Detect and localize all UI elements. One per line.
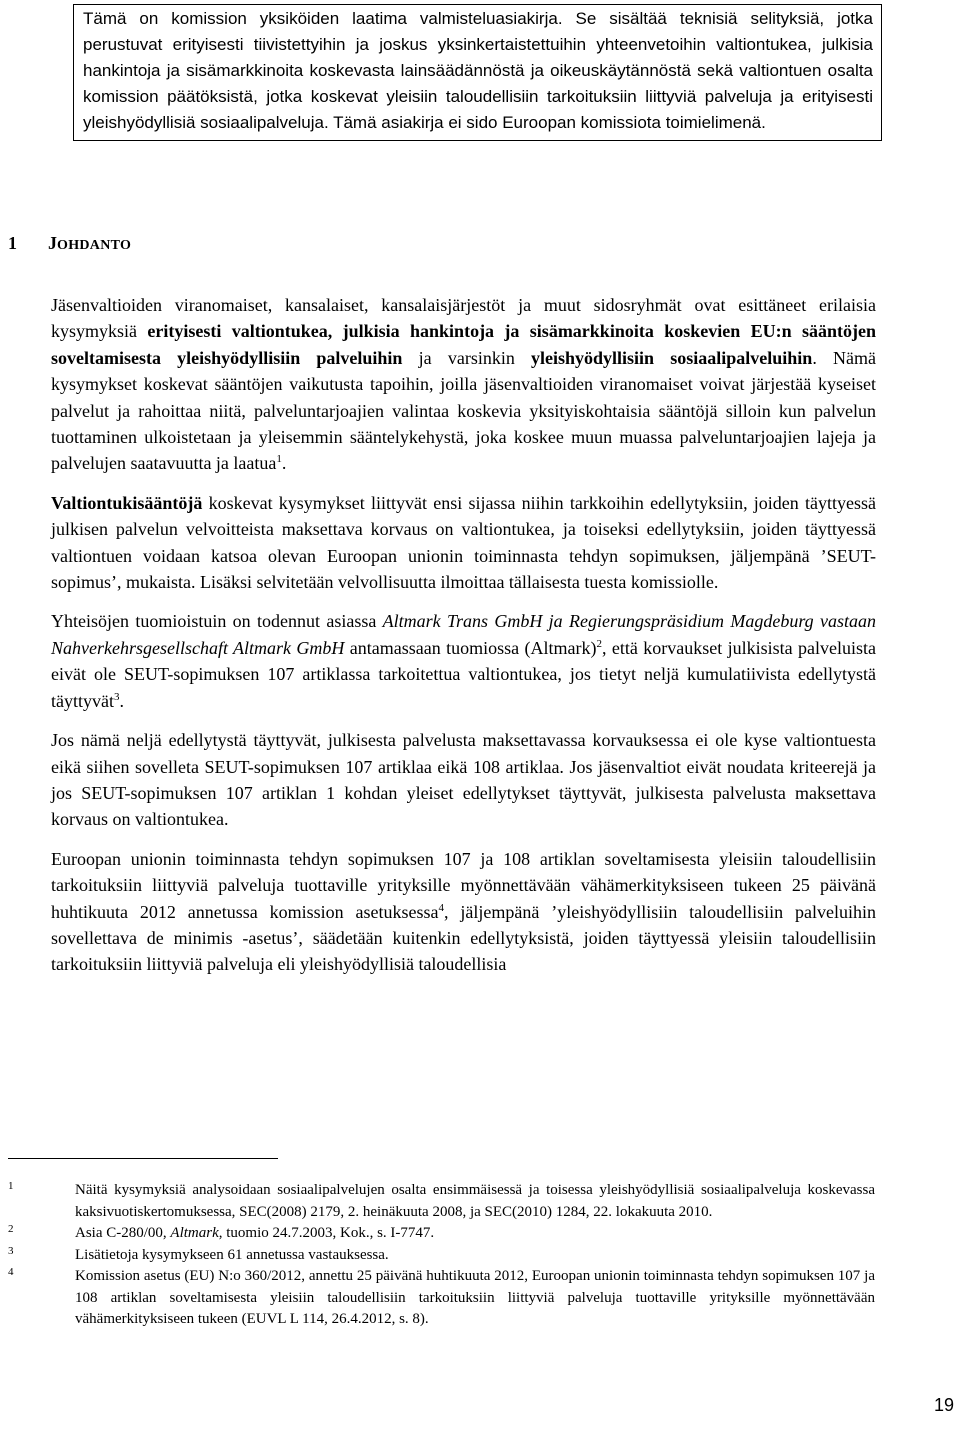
footnote-ref-2[interactable]: 2 <box>596 637 603 650</box>
section-number: 1 <box>8 233 17 253</box>
footnote-1 <box>0 1180 900 1223</box>
p3-case-name: Altmark Trans GmbH ja Regierungspräsidium Magdeburg vastaan Nahverkehrsgesellschaft Altmark GmbH <box>51 611 876 658</box>
footnote-2 <box>0 1223 900 1245</box>
body-text <box>51 292 876 991</box>
section-title-initial: J <box>48 233 57 253</box>
paragraph-2 <box>51 490 876 596</box>
footnote-number: 1 <box>8 1180 14 1192</box>
disclaimer-box <box>73 4 882 141</box>
p1-text-1: Jäsenvaltioiden viranomaiset, kansalaiset, kansalaisjärjestöt ja muut sidosryhmät ovat esittäneet erilaisia kysymyksiä <box>51 295 876 342</box>
footnote-number: 3 <box>8 1244 14 1257</box>
p1-bold-1: erityisesti valtiontukea, julkisia hankintoja ja sisämarkkinoita koskevien EU:n sääntöjen soveltamisesta yleishyödyllisiin palveluihin <box>51 321 876 368</box>
footnote-ref-1[interactable]: 1 <box>276 453 282 466</box>
p2-text-1: koskevat kysymykset liittyvät ensi sijassa niihin tarkkoihin edellytyksiin, joiden täyttyessä julkisen palvelun velvoitteista maksettava korvaus on valtiontukea, ja toiseksi edellytyksiin, joiden täyttyessä valtiontuen voidaan katsoa olevan Euroopan unionin toiminnasta tehdyn sopimuksen, jäljempänä ’SEUT-sopimus’, mukaista. Lisäksi selvitetään velvollisuutta ilmoittaa tällaisesta tuesta komissiolle. <box>51 492 876 593</box>
paragraph-4 <box>51 727 876 833</box>
p1-text-3: . Nämä kysymykset koskevat sääntöjen vaikutusta tapoihin, joilla jäsenvaltioiden viranomaiset voivat järjestää kyseiset palvelut ja rahoittaa niitä, palveluntarjoajien valintaa koskevia yksityiskohtaisia sääntöjä silloin kun palvelun tuottaminen ulkoistetaan ja yleisemmin sääntelykehystä, joka koskee muun muassa palveluntarjoajien lajeja ja palvelujen saatavuutta ja laatua <box>51 347 877 474</box>
p3-text-2: antamassaan tuomiossa (Altmark) <box>344 637 597 658</box>
paragraph-3 <box>51 608 876 714</box>
footnote-ref-4[interactable]: 4 <box>438 901 445 914</box>
footnote-2-case: Altmark <box>170 1225 219 1241</box>
p3-text-3: , että korvaukset julkisista palveluista eivät ole SEUT-sopimuksen 107 artiklassa tarkoitettua valtiontukea, jos tietyt neljä kumulatiivista edellytystä täyttyvät <box>51 637 877 711</box>
paragraph-1 <box>51 292 876 477</box>
p1-bold-2: yleishyödyllisiin sosiaalipalveluihin <box>531 347 813 368</box>
p4-text-1: Jos nämä neljä edellytystä täyttyvät, julkisesta palvelusta maksettavassa korvauksessa ei ole kyse valtiontuesta eikä siihen sovelleta SEUT-sopimuksen 107 artiklaa eikä 108 artiklaa. Jos jäsenvaltiot eivät noudata kriteerejä ja jos SEUT-sopimuksen 107 artiklan 1 kohdan yleiset edellytykset täyttyvät, julkisesta palvelusta maksettava korvaus on valtiontukea. <box>51 730 876 830</box>
disclaimer-text: Tämä on komission yksiköiden laatima valmisteluasiakirja. Se sisältää teknisiä selityksiä, jotka perustuvat erityisesti tiivistettyihin ja joskus yksinkertaistettuihin yhteenvetoihin valtiontukea, julkisia hankintoja ja sisämarkkinoita koskevasta lainsäädännöstä ja oikeuskäytännöstä sekä valtiontuen osalta komission päätöksistä, jotka koskevat yleisiin taloudellisiin tarkoituksiin liittyviä palveluja ja erityisesti yleishyödyllisiä sosiaalipalveluja. Tämä asiakirja ei sido Euroopan komissiota toimielimenä. <box>83 9 873 132</box>
footnote-text <box>75 1223 875 1245</box>
footnotes <box>0 1180 900 1331</box>
footnote-2-post: , tuomio 24.7.2003, Kok., s. I-7747. <box>218 1225 435 1241</box>
footnote-2-pre: Asia C-280/00, <box>75 1225 171 1241</box>
p5-text-2: , jäljempänä ’yleishyödyllisiin taloudellisiin palveluihin sovellettava de minimis -asetus’, säädetään kuitenkin edellytyksistä, joiden täyttyessä yleisiin taloudellisiin tarkoituksiin liittyviä palveluja eli yleishyödyllisiä taloudellisia <box>51 901 876 975</box>
p1-text-2: ja varsinkin <box>402 347 532 368</box>
footnote-3 <box>0 1245 900 1267</box>
p3-text-1: Yhteisöjen tuomioistuin on todennut asiassa <box>51 611 383 632</box>
footnote-ref-3[interactable]: 3 <box>113 690 120 703</box>
p1-text-4: . <box>281 453 287 474</box>
p2-bold-1: Valtiontukisääntöjä <box>51 492 203 513</box>
p3-text-4: . <box>119 690 124 711</box>
footnote-text: Komission asetus (EU) N:o 360/2012, annettu 25 päivänä huhtikuuta 2012, Euroopan unionin toiminnasta tehdyn sopimuksen 107 ja 108 artiklan soveltamisesta yleisiin taloudellisiin tarkoituksiin liittyviä palveluja tuottaville yrityksille myönnettävään vähämerkityksiseen tukeen (EUVL L 114, 26.4.2012, s. 8). <box>75 1268 875 1327</box>
footnote-text: Lisätietoja kysymykseen 61 annetussa vastauksessa. <box>75 1246 389 1263</box>
footnote-text: Näitä kysymyksiä analysoidaan sosiaalipalvelujen osalta ensimmäisessä ja toisessa yleishyödyllisiä sosiaalipalveluja koskevassa kaksivuotiskertomuksessa, SEC(2008) 2179, 2. heinäkuuta 2008, ja SEC(2010) 1284, 22. lokakuuta 2010. <box>75 1182 875 1220</box>
p5-text-1: Euroopan unionin toiminnasta tehdyn sopimuksen 107 ja 108 artiklan soveltamisesta yleisiin taloudellisiin tarkoituksiin liittyviä palveluja tuottaville yrityksille myönnettävään vähämerkityksiseen tukeen 25 päivänä huhtikuuta 2012 annetussa komission asetuksessa <box>51 848 876 922</box>
page-number: 19 <box>933 1395 954 1415</box>
footnote-number: 2 <box>8 1223 14 1235</box>
footnote-divider <box>8 1158 278 1159</box>
section-title-rest: OHDANTO <box>57 238 132 253</box>
section-heading <box>8 230 308 259</box>
footnote-number: 4 <box>8 1266 14 1278</box>
paragraph-5 <box>51 846 876 978</box>
footnote-4 <box>0 1266 900 1331</box>
